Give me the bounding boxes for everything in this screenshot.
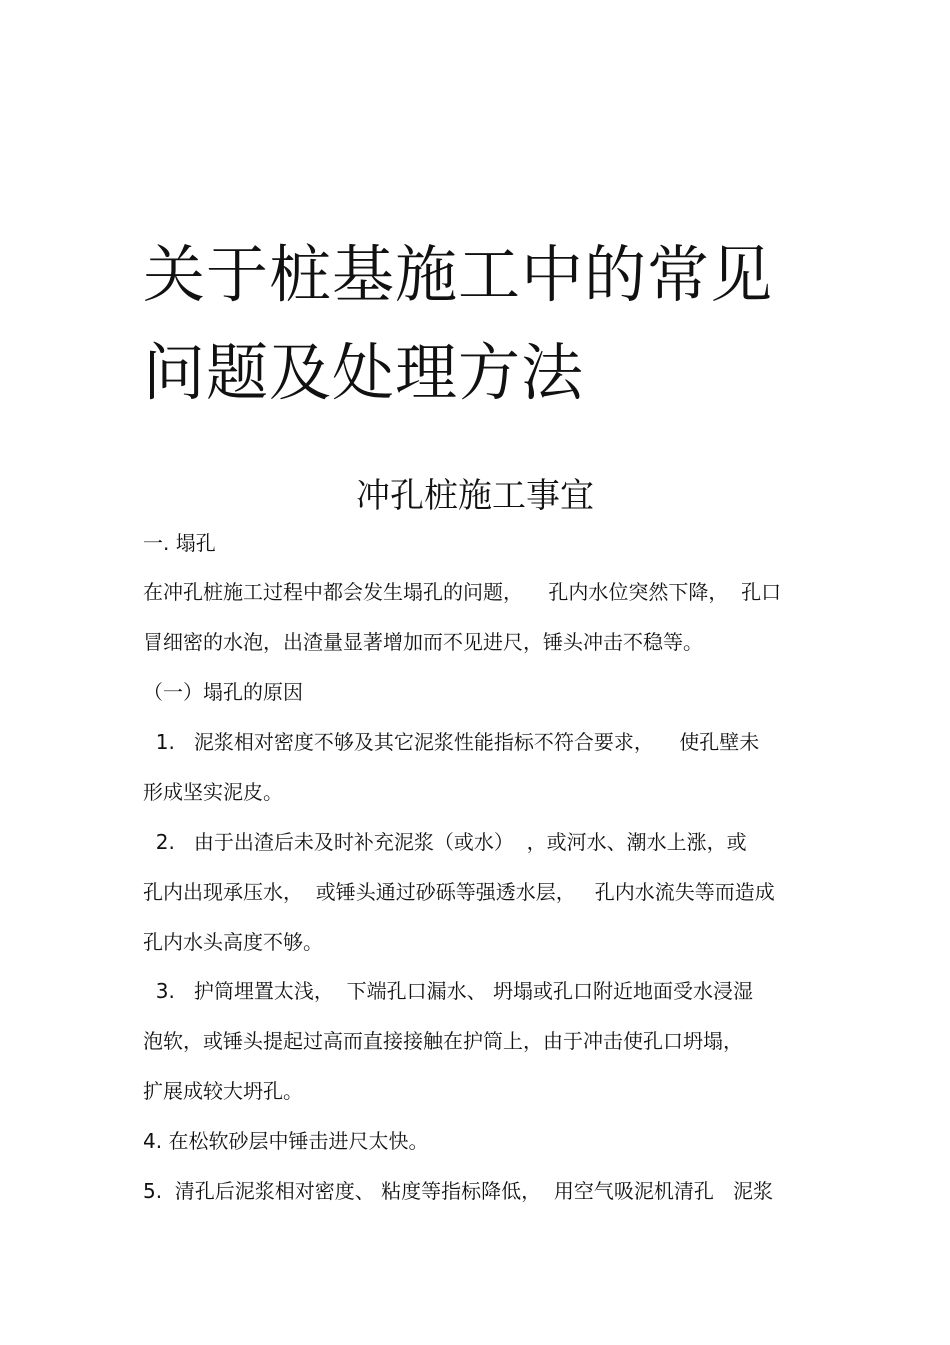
- heading-collapse: 一. 塌孔: [143, 531, 216, 555]
- paragraph-line: 在冲孔桩施工过程中都会发生塌孔的问题， 孔内水位突然下降， 孔口: [143, 580, 782, 604]
- section-subtitle: 冲孔桩施工事宜: [356, 476, 594, 516]
- subheading-causes: （一）塌孔的原因: [143, 680, 303, 704]
- document-title-line-2: 问题及处理方法: [143, 336, 585, 409]
- list-item-3-line: 3. 护筒埋置太浅， 下端孔口漏水、 坍塌或孔口附近地面受水浸湿: [143, 979, 753, 1003]
- list-item-3-line: 扩展成较大坍孔。: [143, 1079, 303, 1103]
- list-item-2-line: 孔内出现承压水， 或锤头通过砂砾等强透水层， 孔内水流失等而造成: [143, 880, 775, 904]
- list-item-2-line: 2. 由于出渣后未及时补充泥浆（或水） ，或河水、潮水上涨，或: [143, 830, 747, 854]
- list-item-2-line: 孔内水头高度不够。: [143, 930, 323, 954]
- paragraph-line: 冒细密的水泡，出渣量显著增加而不见进尺，锤头冲击不稳等。: [143, 630, 703, 654]
- list-item-3-line: 泡软，或锤头提起过高而直接接触在护筒上，由于冲击使孔口坍塌，: [143, 1029, 743, 1053]
- list-item-5-line: 5. 清孔后泥浆相对密度、 粘度等指标降低， 用空气吸泥机清孔 泥浆: [143, 1179, 773, 1203]
- list-item-1-line: 形成坚实泥皮。: [143, 780, 283, 804]
- list-item-1-line: 1. 泥浆相对密度不够及其它泥浆性能指标不符合要求， 使孔壁未: [143, 730, 760, 754]
- list-item-4-line: 4. 在松软砂层中锤击进尺太快。: [143, 1129, 429, 1153]
- document-title-line-1: 关于桩基施工中的常见: [143, 238, 774, 311]
